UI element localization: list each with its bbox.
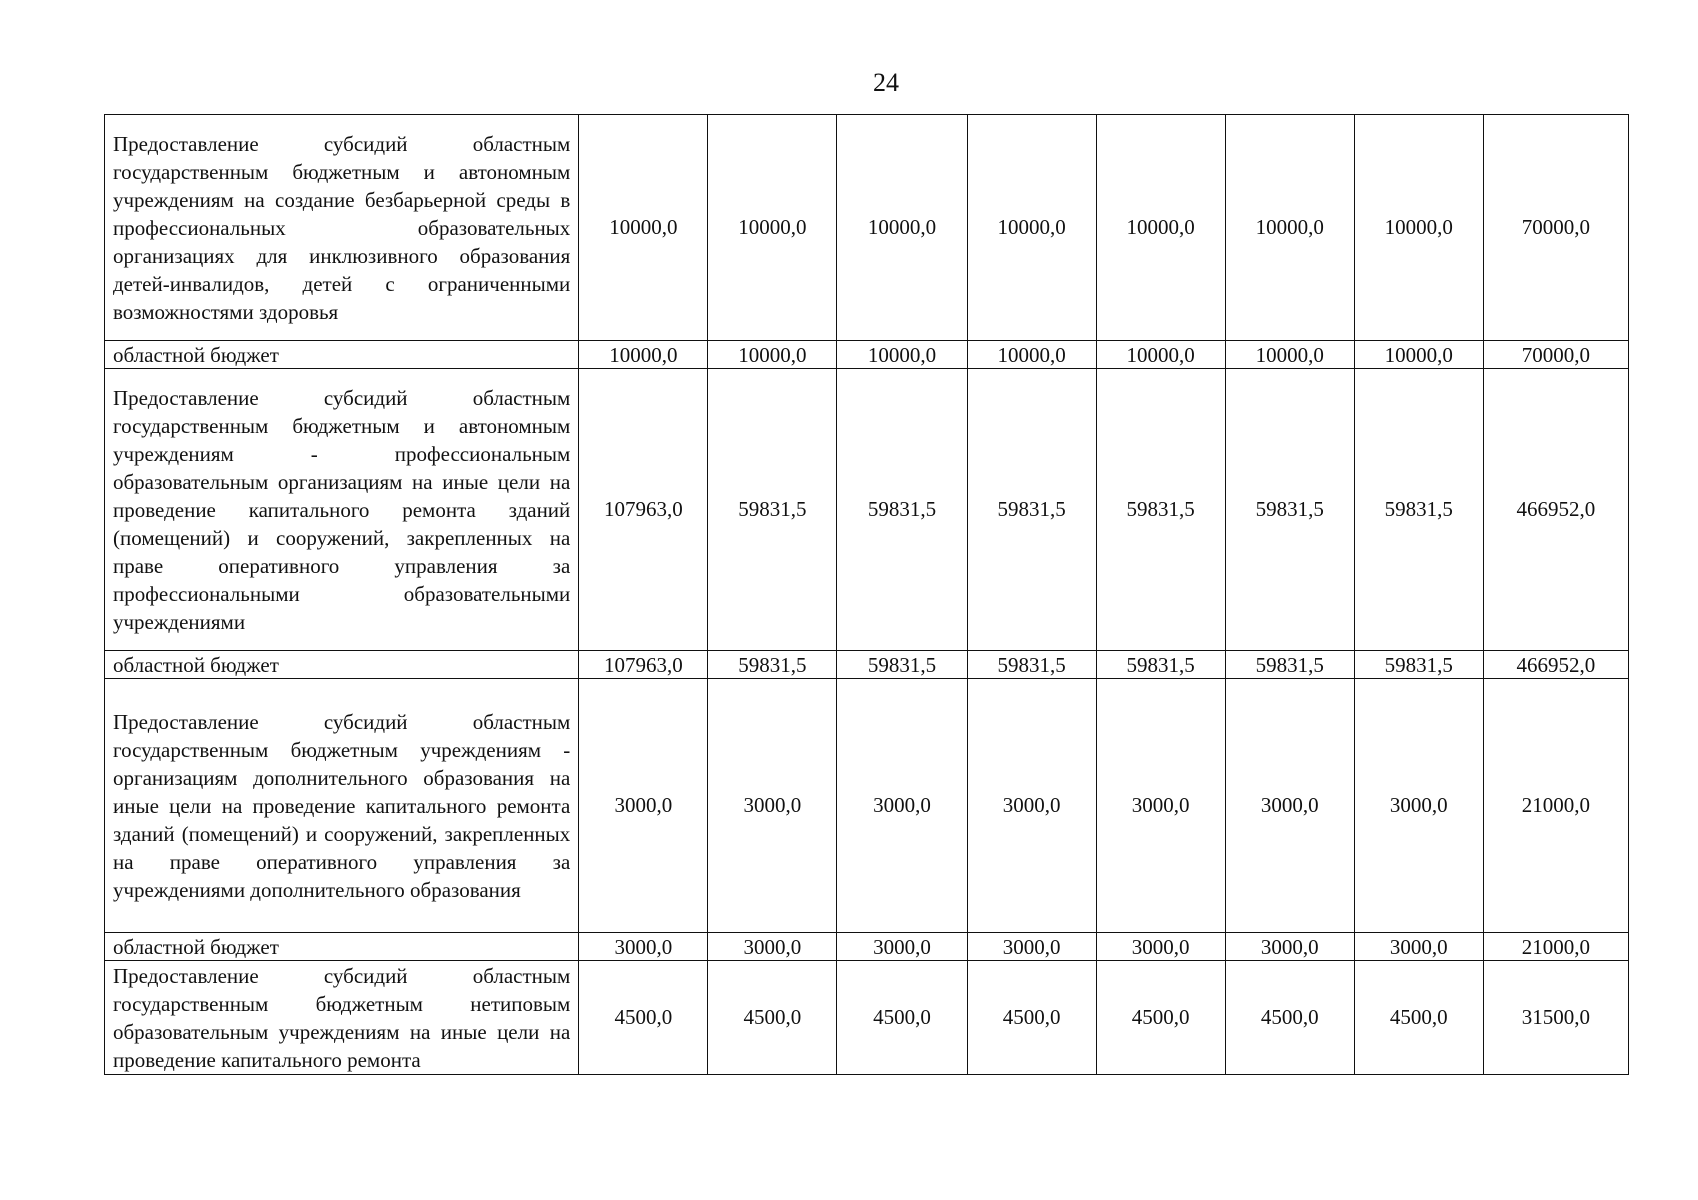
funding-source-row: [105, 933, 1629, 961]
value-cell: 59831,5: [1096, 651, 1225, 679]
value-cell: 10000,0: [1225, 341, 1354, 369]
row-description: Предоставление субсидий областным государственным бюджетным и автономным учреждениям на создание безбарьерной среды в профессиональных образовательных организациях для инклюзивного образования детей-инвалидов, детей с ограниченными возможностями здоровья: [105, 115, 579, 341]
value-cell: 107963,0: [579, 369, 708, 651]
value-cell: 3000,0: [579, 679, 708, 933]
value-cell: 59831,5: [708, 369, 837, 651]
value-cell: 59831,5: [1354, 651, 1483, 679]
total-cell: 466952,0: [1483, 651, 1628, 679]
value-cell: 10000,0: [1354, 115, 1483, 341]
value-cell: 10000,0: [708, 115, 837, 341]
total-cell: 31500,0: [1483, 961, 1628, 1075]
value-cell: 59831,5: [967, 651, 1096, 679]
value-cell: 3000,0: [708, 679, 837, 933]
value-cell: 10000,0: [967, 341, 1096, 369]
funding-source-row: [105, 651, 1629, 679]
table-row: [105, 961, 1629, 1075]
table-row: [105, 369, 1629, 651]
row-description: Предоставление субсидий областным государственным бюджетным и автономным учреждениям - профессиональным образовательным организациям на иные цели на проведение капитального ремонта зданий (помещений) и сооружений, закрепленных на праве оперативного управления за профессиональными образовательными учреждениями: [105, 369, 579, 651]
value-cell: 4500,0: [1354, 961, 1483, 1075]
value-cell: 3000,0: [837, 933, 967, 961]
budget-table: [104, 114, 1629, 1075]
funding-source-label: областной бюджет: [105, 933, 579, 961]
value-cell: 3000,0: [1354, 933, 1483, 961]
value-cell: 10000,0: [837, 341, 967, 369]
value-cell: 107963,0: [579, 651, 708, 679]
value-cell: 10000,0: [579, 115, 708, 341]
value-cell: 3000,0: [1354, 679, 1483, 933]
table-row: [105, 115, 1629, 341]
funding-source-label: областной бюджет: [105, 341, 579, 369]
total-cell: 21000,0: [1483, 679, 1628, 933]
value-cell: 10000,0: [837, 115, 967, 341]
row-description: Предоставление субсидий областным государственным бюджетным учреждениям - организациям дополнительного образования на иные цели на проведение капитального ремонта зданий (помещений) и сооружений, закрепленных на праве оперативного управления за учреждениями дополнительного образования: [105, 679, 579, 933]
value-cell: 10000,0: [708, 341, 837, 369]
value-cell: 4500,0: [708, 961, 837, 1075]
value-cell: 3000,0: [579, 933, 708, 961]
value-cell: 59831,5: [1225, 651, 1354, 679]
value-cell: 59831,5: [708, 651, 837, 679]
value-cell: 3000,0: [1225, 679, 1354, 933]
value-cell: 10000,0: [579, 341, 708, 369]
value-cell: 4500,0: [1096, 961, 1225, 1075]
value-cell: 59831,5: [1096, 369, 1225, 651]
value-cell: 10000,0: [967, 115, 1096, 341]
value-cell: 10000,0: [1096, 115, 1225, 341]
total-cell: 70000,0: [1483, 341, 1628, 369]
value-cell: 3000,0: [967, 933, 1096, 961]
value-cell: 59831,5: [1354, 369, 1483, 651]
row-description: Предоставление субсидий областным государственным бюджетным нетиповым образовательным учреждениям на иные цели на проведение капитального ремонта: [105, 961, 579, 1075]
value-cell: 3000,0: [837, 679, 967, 933]
value-cell: 59831,5: [837, 369, 967, 651]
value-cell: 3000,0: [1225, 933, 1354, 961]
value-cell: 10000,0: [1096, 341, 1225, 369]
value-cell: 4500,0: [967, 961, 1096, 1075]
funding-source-row: [105, 341, 1629, 369]
value-cell: 4500,0: [579, 961, 708, 1075]
page-number: 24: [873, 68, 899, 97]
total-cell: 21000,0: [1483, 933, 1628, 961]
value-cell: 59831,5: [967, 369, 1096, 651]
value-cell: 3000,0: [1096, 679, 1225, 933]
value-cell: 3000,0: [967, 679, 1096, 933]
value-cell: 4500,0: [1225, 961, 1354, 1075]
total-cell: 466952,0: [1483, 369, 1628, 651]
value-cell: 10000,0: [1225, 115, 1354, 341]
total-cell: 70000,0: [1483, 115, 1628, 341]
value-cell: 3000,0: [1096, 933, 1225, 961]
value-cell: 10000,0: [1354, 341, 1483, 369]
table-row: [105, 679, 1629, 933]
value-cell: 59831,5: [1225, 369, 1354, 651]
funding-source-label: областной бюджет: [105, 651, 579, 679]
value-cell: 59831,5: [837, 651, 967, 679]
value-cell: 4500,0: [837, 961, 967, 1075]
value-cell: 3000,0: [708, 933, 837, 961]
